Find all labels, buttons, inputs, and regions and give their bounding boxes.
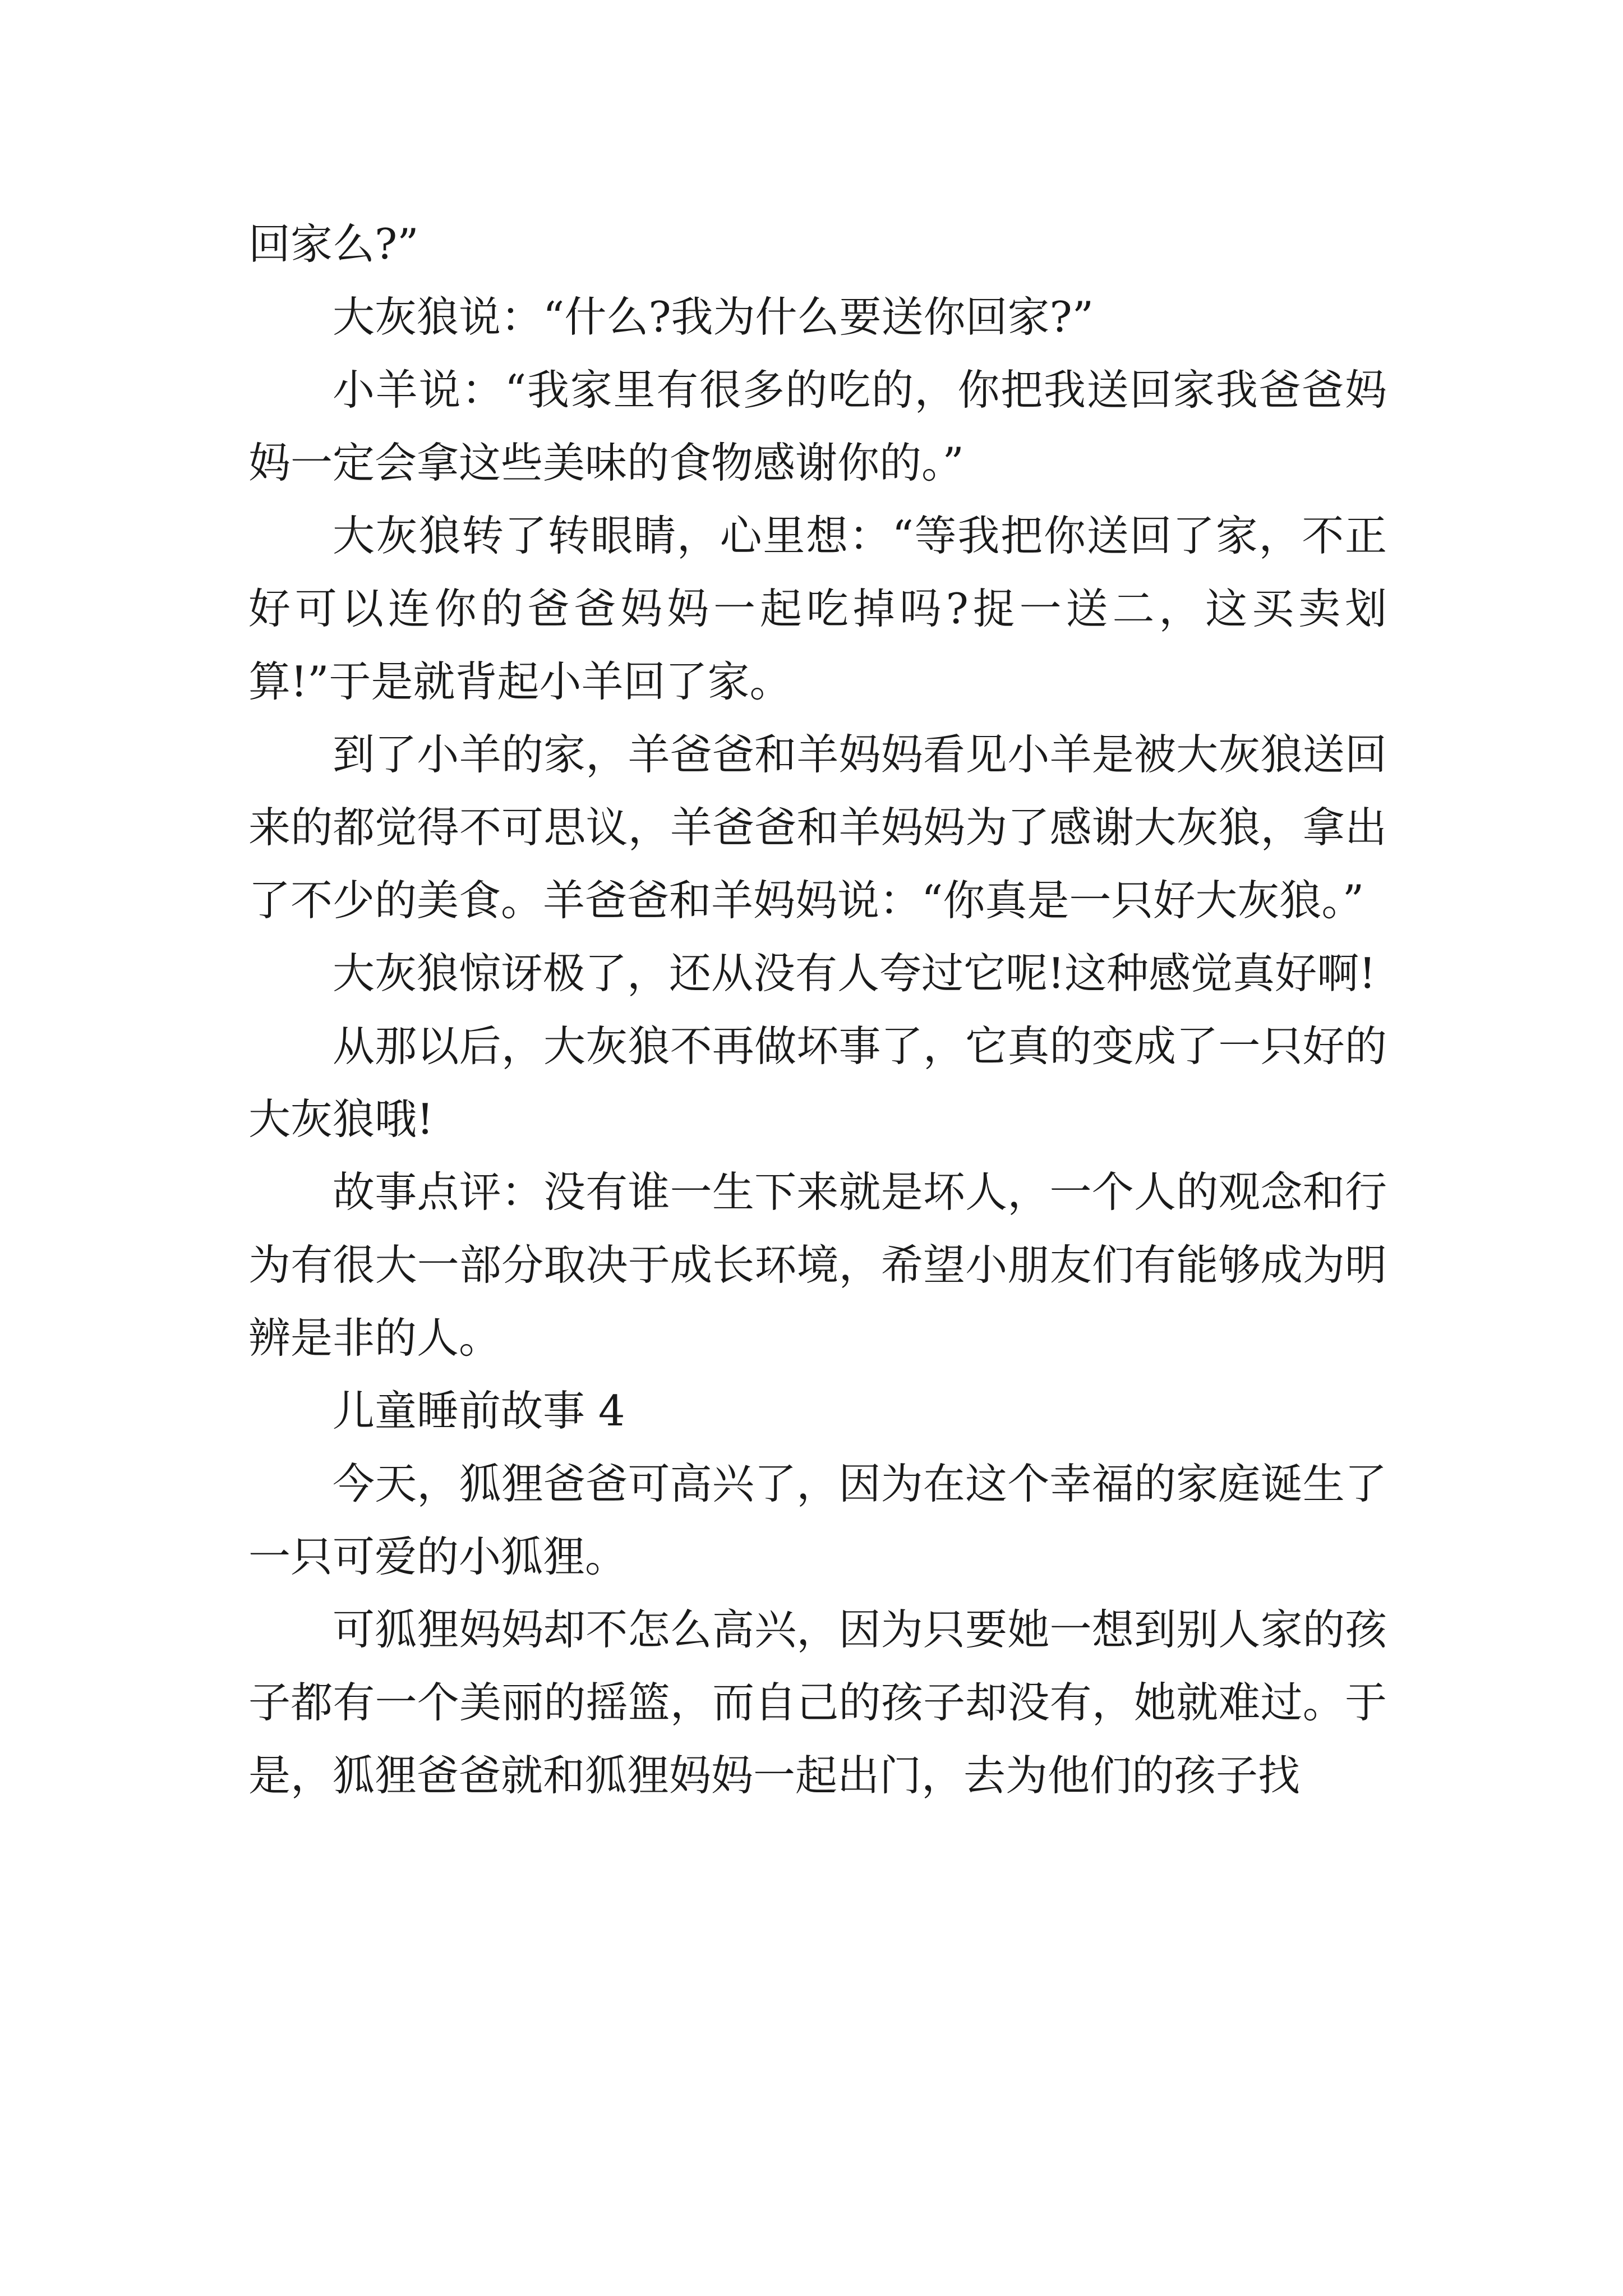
paragraph: 从那以后，大灰狼不再做坏事了，它真的变成了一只好的大灰狼哦! (248, 1022, 1387, 1144)
paragraph: 大灰狼惊讶极了，还从没有人夸过它呢!这种感觉真好啊! (333, 949, 1376, 998)
paragraph: 到了小羊的家，羊爸爸和羊妈妈看见小羊是被大灰狼送回来的都觉得不可思议，羊爸爸和羊妈妈为了感谢大灰狼，拿出了不少的美食。羊爸爸和羊妈妈说：“你真是一只好大灰狼。” (248, 730, 1387, 925)
paragraph: 小羊说：“我家里有很多的吃的，你把我送回家我爸爸妈妈一定会拿这些美味的食物感谢你的。” (248, 365, 1387, 487)
paragraph: 回家么?” (248, 219, 419, 269)
paragraph: 可狐狸妈妈却不怎么高兴，因为只要她一想到别人家的孩子都有一个美丽的摇篮，而自己的孩子却没有，她就难过。于是，狐狸爸爸就和狐狸妈妈一起出门，去为他们的孩子找 (248, 1605, 1387, 1800)
paragraph: 大灰狼转了转眼睛，心里想：“等我把你送回了家，不正好可以连你的爸爸妈妈一起吃掉吗?捉一送二，这买卖划算!”于是就背起小羊回了家。 (248, 511, 1387, 706)
paragraph: 故事点评：没有谁一生下来就是坏人，一个人的观念和行为有很大一部分取决于成长环境，希望小朋友们有能够成为明辨是非的人。 (248, 1167, 1387, 1363)
section-heading: 儿童睡前故事 4 (333, 1386, 625, 1435)
paragraph: 大灰狼说：“什么?我为什么要送你回家?” (333, 292, 1094, 342)
paragraph: 今天，狐狸爸爸可高兴了，因为在这个幸福的家庭诞生了一只可爱的小狐狸。 (248, 1459, 1387, 1581)
document-body (248, 208, 1387, 1812)
